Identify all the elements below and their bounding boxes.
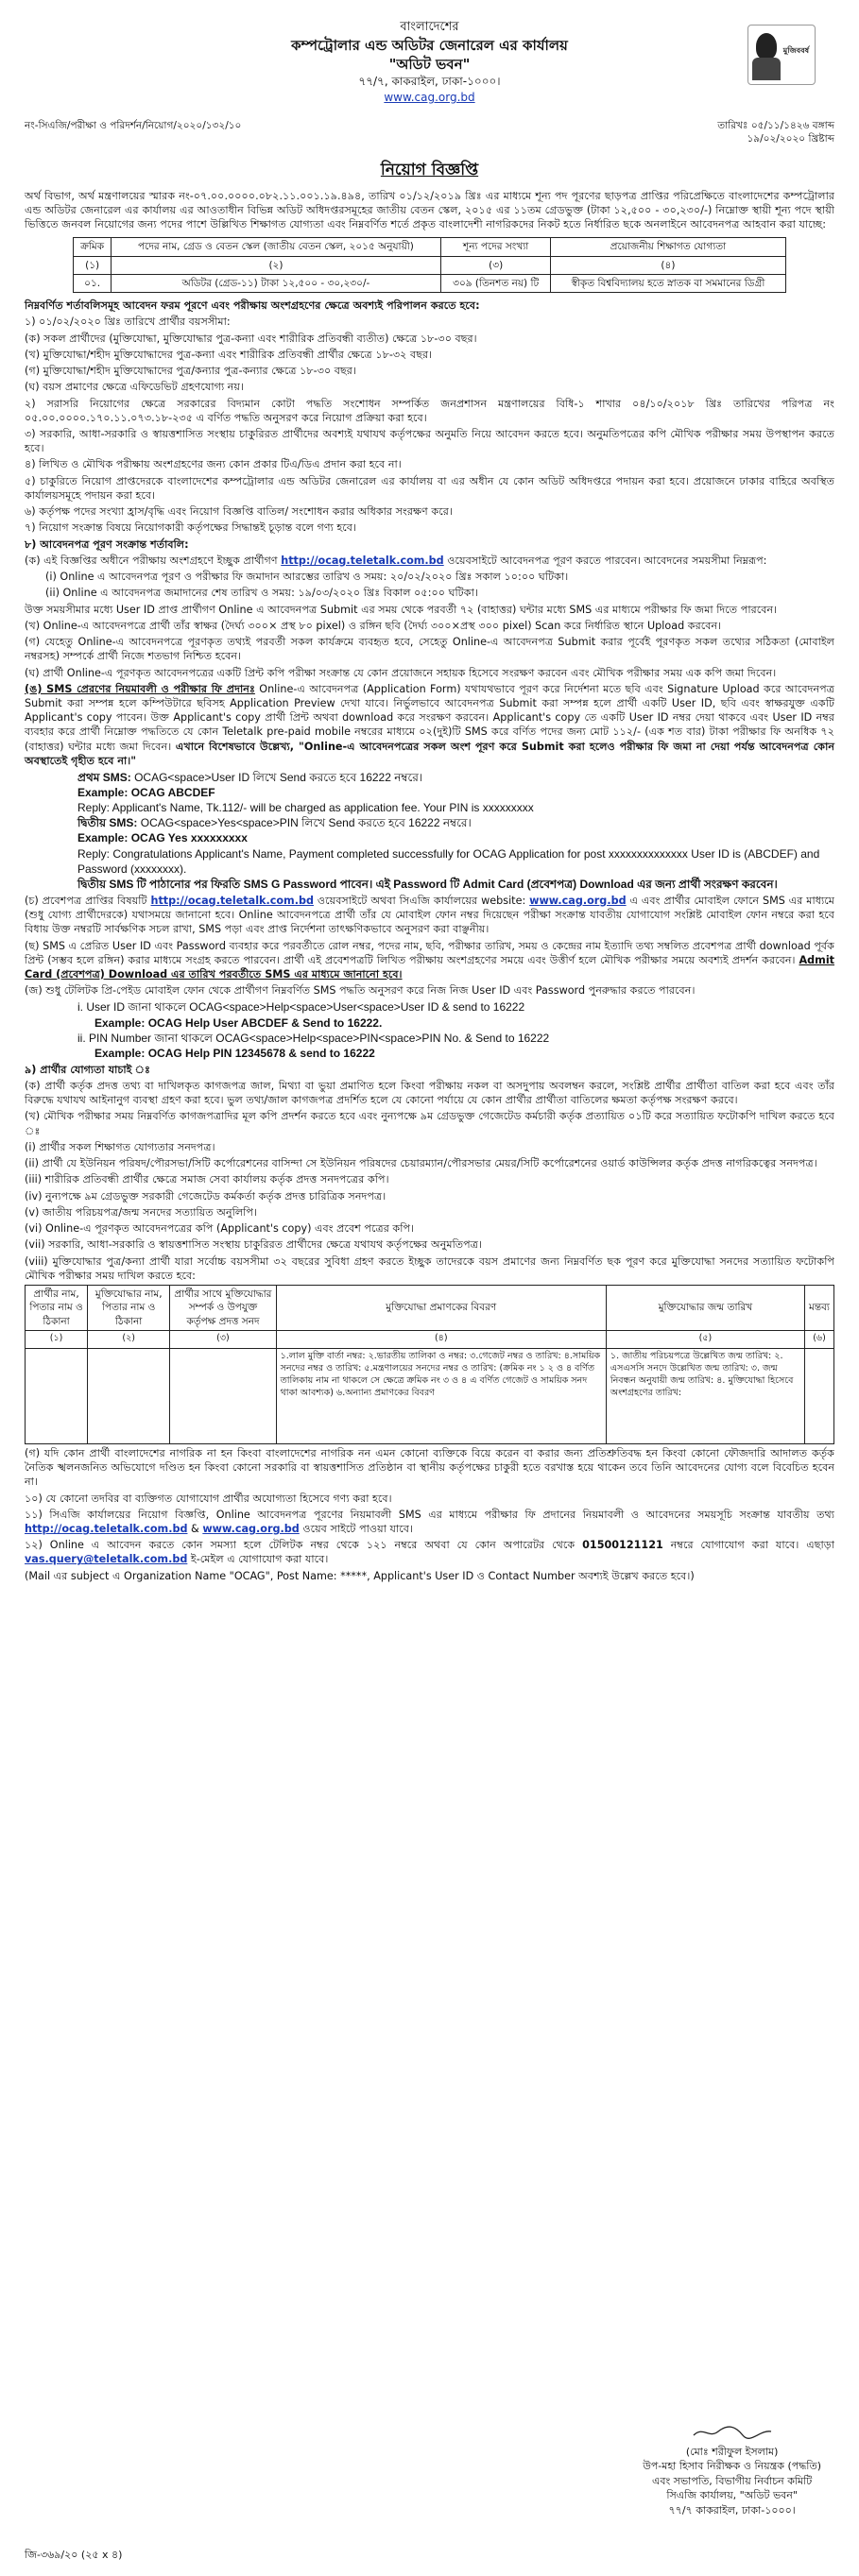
header-country: বাংলাদেশের [400, 20, 459, 34]
ff-table-empty-cell [88, 1348, 170, 1443]
document-item: (viii) মুক্তিযোদ্ধার পুত্র/কন্যা প্রার্থী যারা সর্বোচ্চ বয়সসীমা ৩২ বছরের সুবিধা গ্রহণ করতে ইচ্ছুক তাদেরকে বয়স প্রমাণের জন্য নিম্নবর্ণিত ছক পূরণ করে মুক্তিযোদ্ধা সনদের সত্যায়িত ফটোকপি মৌখিক পরীক্ষার সময় দাখিল করতে হবে: [25, 1254, 834, 1282]
second-sms [77, 815, 834, 830]
post-table-header-cell: ক্রমিক [74, 238, 111, 256]
sms-heading: (ঙ) SMS প্রেরণের নিয়মাবলী ও পরীক্ষার ফি প্রদানঃ [25, 682, 255, 695]
recovery-pin-format: PIN Number জানা থাকলে OCAG<space>Help<space>PIN<space>PIN No. & Send to 16222 [89, 1031, 550, 1045]
post-table-number-cell: (১) [74, 256, 111, 274]
helpline-mid: নম্বরে যোগাযোগ করা যাবে। এছাড়া [670, 1539, 834, 1552]
ff-table-number-cell: (১) [26, 1330, 88, 1348]
admit-card-download [25, 939, 834, 982]
header-website-link[interactable]: www.cag.org.bd [384, 90, 475, 104]
sms-examples [25, 770, 834, 892]
recovery-intro: (জ) শুধু টেলিটক প্রি-পেইড মোবাইল ফোন থেকে প্রার্থীগণ নিম্নবর্ণিত SMS পদ্ধতি অনুসরণ করে নিজ নিজ User ID এবং Password পুনরুদ্ধার করতে পারবেন। [25, 984, 696, 998]
ff-table-empty-cell [804, 1348, 833, 1443]
ff-table-header-cell: প্রার্থীর নাম, পিতার নাম ও ঠিকানা [26, 1286, 88, 1331]
apply-online-prefix: (ক) এই বিজ্ঞপ্তির অধীনে পরীক্ষায় অংশগ্রহণে ইচ্ছুক প্রার্থীগণ [25, 554, 278, 567]
rule-item: ৭) নিয়োগ সংক্রান্ত বিষয়ে নিয়োগকারী কর্তৃপক্ষের সিদ্ধান্তই চূড়ান্ত বলে গণ্য হবে। [25, 521, 356, 535]
helpline-phone[interactable]: 01500121121 [582, 1539, 663, 1552]
print-copy-note: (ঘ) প্রার্থী Online-এ পূরণকৃত আবেদনপত্রের একটি প্রিন্ট কপি পরীক্ষা সংক্রান্ত যে কোন প্রয়োজনে সহায়ক হিসেবে সংরক্ষণ করবেন এবং মৌখিক পরীক্ষার সময় এক কপি জমা দিবেন। [25, 666, 777, 679]
photo-signature-upload: (খ) Online-এ আবেদনপত্রে প্রার্থী তাঁর স্বাক্ষর (দৈর্ঘ্য ৩০০× প্রস্থ ৮০ pixel) ও রঙ্গিন ছবি (দৈর্ঘ্য ৩০০×প্রস্থ ৩০০ pixel) Scan করে নির্ধারিত স্থানে Upload করবেন। [25, 619, 722, 632]
memo-number: নং-সিএজি/পরীক্ষা ও পরিদর্শন/নিয়োগ/২০২০/১৩২/১০ [25, 120, 242, 131]
signature-scribble-icon [690, 2424, 775, 2441]
document-item: (iv) নুন্যপক্ষে ৯ম গ্রেডভুক্ত সরকারী গেজেটেড কর্মকর্তা কর্তৃক প্রদত্ত চারিত্রিক সনদপত্র। [25, 1189, 387, 1203]
teletalk-link-2[interactable]: http://ocag.teletalk.com.bd [150, 894, 314, 907]
sms-body: Online-এ আবেদনপত্র (Application Form) যথাযথভাবে পূরণ করে নির্দেশনা মতে ছবি এবং Signature Upload করে আবেদনপত্র Submit করা সম্পন্ন হলে কম্পিউটারে ছবিসহ Application Preview দেখা যাবে। নির্ভুলভাবে আবেদনপত্র Submit করা সম্পন্ন হলে প্রার্থী একটি User ID, ছবি এবং স্বাক্ষরযুক্ত একটি Applicant's copy পাবেন। উক্ত Applicant's copy প্রার্থী প্রিন্ট অথবা download করে সংরক্ষণ করবেন। Applicant's copy তে একটি User ID নম্বর দেয়া থাকবে এবং User ID নম্বর ব্যবহার করে প্রার্থী নিম্নোক্ত পদ্ধতিতে যে কোন Teletalk pre-paid mobile নম্বরের মাধ্যমে ০২(দুই)টি SMS করে বর্ণিত পদের জন্য মোট ১১২/- (এক শত বার) টাকা পরীক্ষার ফি অনধিক ৭২ (বাহাত্তর) ঘন্টার মধ্যে জমা দিবেন। [25, 682, 834, 753]
age-limit-title: ১) ০১/০২/২০২০ খ্রিঃ তারিখে প্রার্থীর বয়সসীমা: [25, 316, 231, 329]
ff-table-number-cell: (৩) [170, 1330, 276, 1348]
password-note: দ্বিতীয় SMS টি পাঠানোর পর ফিরতি SMS G Password পাবেন। এই Password টি Admit Card (প্রবেশপত্র) Download এর জন্য প্রার্থী সংরক্ষণ করবেন। [77, 877, 778, 891]
portrait-head-icon [756, 33, 777, 60]
admit-card-download-note: Admit Card (প্রবেশপত্র) Download এর তারিখ পরবর্তীতে SMS এর মাধ্যমে জানানো হবে। [25, 953, 835, 981]
document-item: (i) প্রার্থীর সকল শিক্ষাগত যোগ্যতার সনদপত্র। [25, 1140, 215, 1153]
age-limit-general: (ক) সকল প্রার্থীদের (মুক্তিযোদ্ধা, মুক্তিযোদ্ধার পুত্র-কন্যা এবং শারীরিক প্রতিবন্ধী ব্যতীত) ক্ষেত্রে ১৮-৩০ বছর। [25, 332, 477, 345]
date-english: ১৯/০২/২০২০ খ্রিষ্টাব্দ [747, 133, 834, 145]
document-item: (iii) শারীরিক প্রতিবন্ধী প্রার্থীর ক্ষেত্রে সমাজ সেবা কার্যালয় কর্তৃক প্রদত্ত সনদপত্রের কপি। [25, 1173, 389, 1186]
post-table-row [74, 274, 785, 292]
post-table [73, 237, 785, 293]
recovery-item-number: i. [77, 1000, 83, 1015]
ff-table-number-cell: (৫) [606, 1330, 804, 1348]
post-table-numbers [74, 256, 785, 274]
post-table-header-cell: প্রয়োজনীয় শিক্ষাগত যোগ্যতা [551, 238, 785, 256]
ff-table-body-row [26, 1348, 834, 1443]
cag-website-link[interactable]: www.cag.org.bd [529, 894, 627, 907]
cag-website-link-2[interactable]: www.cag.org.bd [202, 1523, 300, 1535]
first-sms-format: OCAG<space>User ID লিখে Send করতে হবে 16222 নম্বরে। [134, 771, 423, 785]
intro-paragraph: অর্থ বিভাগ, অর্থ মন্ত্রণালয়ের স্মারক নং-০৭.০০.০০০০.০৮২.১১.০০১.১৯.৪৯৪, তারিখ ০১/১২/২০১৯ খ্রিঃ এর মাধ্যমে শূন্য পদ পূরণের ছাড়পত্র প্রাপ্তির পরিপ্রেক্ষিতে বাংলাদেশের কম্পট্রোলার এন্ড অডিটর জেনারেল এর কার্যালয় এর আওতাধীন বিভিন্ন অডিট অধিদপ্তরসমূহের জাতীয় বেতন স্কেল, ২০১৫ এর ১১তম গ্রেডভুক্ত (টাকা ১২,৫০০ - ৩০,২৩০/-) নিম্নোক্ত স্থায়ী শূন্য পদে স্থায়ী ভিত্তিতে জনবল নিয়োগের জন্য পদের পাশে উল্লিখিত শিক্ষাগত যোগ্যতা এবং নিম্নবর্ণিত শর্তে প্রকৃত বাংলাদেশী নাগরিকদের নিকট হতে নির্ধারিত ছকে অনলাইনে আবেদনপত্র আহবান করা যাচ্ছে: [25, 189, 834, 231]
recovery-user-id-format: User ID জানা থাকলে OCAG<space>Help<space>User<space>User ID & send to 16222 [86, 1000, 525, 1015]
admit-card-info [25, 894, 834, 937]
admit-card-download-text: (ছ) SMS এ প্রেরিত User ID এবং Password ব্যবহার করে পরবর্তীতে রোল নম্বর, পদের নাম, ছবি, পরীক্ষার তারিখ, সময় ও কেন্দ্রের নাম ইত্যাদি তথ্য সম্বলিত প্রবেশপত্র প্রার্থী download পূর্বক প্রিন্ট (সম্ভব হলে রঙ্গিন) করার মাধ্যমে সংগ্রহ করতে পারবেন। প্রার্থী এই প্রবেশপত্রটি লিখিত পরীক্ষায় অংশগ্রহণের সময়ে এবং উত্তীর্ণ হলে মৌখিক পরীক্ষার সময়ে অবশ্যই প্রদর্শন করবেন। [25, 939, 834, 966]
post-serial: ০১. [74, 274, 111, 292]
ff-table-number-cell: (৪) [276, 1330, 606, 1348]
fraud-clause: (ক) প্রার্থী কর্তৃক প্রদত্ত তথ্য বা দাখিলকৃত কাগজপত্র জাল, মিথ্যা বা ভুয়া প্রমাণিত হলে কিংবা পরীক্ষায় নকল বা অসদুপায় অবলম্বন করলে, সংশ্লিষ্ট প্রার্থীর প্রার্থীতা বাতিল করা হবে এবং তাঁর বিরুদ্ধে যথাযথ আইনানুগ ব্যবস্থা গ্রহণ করা হবে। ভুল তথ্য/জাল কাগজপত্র প্রদর্শিত হলে যে কোনো পর্যায়ে যে কোন প্রার্থীর প্রার্থীতা বাতিলের ক্ষমতা কর্তৃপক্ষ সংরক্ষণ করবে। [25, 1079, 834, 1107]
helpline-prefix: ১২) Online এ আবেদন করতে কোন সমস্যা হলে টেলিটক নম্বর থেকে ১২১ নম্বরে অথবা যে কোন অপারেটর থেকে [25, 1539, 576, 1552]
mujib-borsho-logo [747, 25, 816, 85]
recovery-user-id-example: Example: OCAG Help User ABCDEF & Send to 16222. [94, 1015, 383, 1030]
data-accuracy-note: (গ) যেহেতু Online-এ আবেদনপত্রে পূরণকৃত তথ্যই পরবর্তী সকল কার্যক্রমে ব্যবহৃত হবে, সেহেতু Online-এ আবেদনপত্র Submit করার পূর্বেই পূরণকৃত সকল তথ্যের সঠিকতা (মোবাইল নম্বরসহ) সম্পর্কে প্রার্থী নিজে শতভাগ নিশ্চিত হবেন। [25, 636, 834, 663]
ff-proof-details: ১.লাল মুক্তি বার্তা নম্বর: ২.ভারতীয় তালিকা ও নম্বর: ৩.গেজেট নম্বর ও তারিখ: ৪.সাময়িক সনদের নম্বর ও তারিখ: ৫.মন্ত্রণালয়ের সনদের নম্বর ও তারিখ: (ক্রমিক নং ১ ২ ও ৪ বর্ণিত তালিকায় নাম না থাকলে সে ক্ষেত্রে ক্রমিক নং ৩ ও ৪ এ বর্ণিত গেজেট ও সাময়িক সনদ থাকা আবশ্যক) ৬.অন্যান্য প্রমাণকের বিবরণ [276, 1348, 606, 1443]
recovery-pin-example: Example: OCAG Help PIN 12345678 & send to 16222 [94, 1046, 375, 1060]
post-table-header-cell: পদের নাম, গ্রেড ও বেতন স্কেল (জাতীয় বেতন স্কেল, ২০১৫ অনুযায়ী) [111, 238, 440, 256]
info-sources-amp: & [191, 1523, 199, 1535]
header-building: "অডিট ভবন" [388, 56, 471, 74]
apply-online-paragraph [25, 554, 834, 568]
apply-end-date: (ii) Online এ আবেদনপত্র জমাদানের শেষ তারিখ ও সময়: ১৯/০৩/২০২০ খ্রিঃ বিকাল ০৫:০০ ঘটিকা। [45, 587, 478, 600]
letterhead [25, 19, 834, 113]
header-office: কম্পট্রোলার এন্ড অডিটর জেনারেল এর কার্যালয় [291, 36, 568, 54]
circular-title: নিয়োগ বিজ্ঞপ্তি [380, 160, 479, 179]
post-count: ৩০৯ (তিনশত নয়) টি [441, 274, 551, 292]
apply-online-suffix: ওয়েবসাইটে আবেদনপত্র পূরণ করতে পারবেন। আবেদনের সময়সীমা নিম্নরূপ: [447, 554, 767, 567]
post-table-number-cell: (৪) [551, 256, 785, 274]
second-sms-reply: Reply: Congratulations Applicant's Name, Payment completed successfully for OCAG Application for post xxxxxxxxxxxxxx User ID is (ABCDEF) and Password (xxxxxxxx). [77, 846, 820, 876]
signatory-designation: উপ-মহা হিসাব নিরীক্ষক ও নিয়ন্ত্রক (পদ্ধতি) [643, 2460, 821, 2473]
age-limit-grandchildren: (গ) মুক্তিযোদ্ধা/শহীদ মুক্তিযোদ্ধাদের পুত্র/কন্যার পুত্র-কন্যার ক্ষেত্রে ১৮-৩০ বছর। [25, 365, 356, 378]
admit-card-prefix: (চ) প্রবেশপত্র প্রাপ্তির বিষয়টি [25, 894, 147, 907]
rule-item: ৪) লিখিত ও মৌখিক পরীক্ষায় অংশগ্রহণের জন্য কোন প্রকার টিএ/ডিএ প্রদান করা হবে না। [25, 458, 402, 471]
apply-start-date: (i) Online এ আবেদনপত্র পূরণ ও পরীক্ষার ফি জমাদান আরম্ভের তারিখ ও সময়: ২০/০২/২০২০ খ্রিঃ সকাল ১০:০০ ঘটিকা। [45, 571, 569, 584]
helpline-suffix: ই-মেইল এ যোগাযোগ করা যাবে। [190, 1553, 329, 1566]
date-block [717, 119, 834, 146]
document-item: (vii) সরকারি, আধা-সরকারি ও স্বায়ত্তশাসিত সংস্থায় চাকুরিরত প্রার্থীদের ক্ষেত্রে যথাযথ কর্তৃপক্ষের অনুমতিপত্র। [25, 1238, 482, 1252]
documents-intro: (খ) মৌখিক পরীক্ষার সময় নিম্নবর্ণিত কাগজপত্রাদির মূল কপি প্রদর্শন করতে হবে এবং নুন্যপক্ষে ৯ম গ্রেডভুক্ত গেজেটেড কর্মচারী কর্তৃক প্রত্যায়িত ০১টি করে সত্যায়িত ফটোকপি দাখিল করতে হবে ঃ [25, 1110, 834, 1137]
rule-item: ২) সরাসরি নিয়োগের ক্ষেত্রে সরকারের বিদ্যমান কোটা পদ্ধতি সংশোধন সম্পর্কিত জনপ্রশাসন মন্ত্রণালয়ের বিধি-১ শাখার ০৪/১০/২০১৮ খ্রিঃ তারিখের পরিপত্র নং ০৫.০০.০০০০.১৭০.১১.০৭৩.১৮-২৩৫ এ বর্ণিত পদ্ধতি অনুসরণ করে নিয়োগ প্রক্রিয়া করা হবে। [25, 397, 834, 424]
info-sources-suffix: ওয়েব সাইটে পাওয়া যাবে। [302, 1523, 413, 1535]
signatory-name: (মোঃ শরীফুল ইসলাম) [685, 2446, 779, 2459]
document-item: (v) জাতীয় পরিচয়পত্র/জন্ম সনদের সত্যায়িত অনুলিপি। [25, 1205, 257, 1219]
ff-table-header [26, 1286, 834, 1331]
second-sms-example: Example: OCAG Yes xxxxxxxxx [77, 831, 248, 845]
lobbying-clause: ১০) যে কোনো তদবির বা ব্যক্তিগত যোগাযোগ প্রার্থীর অযোগ্যতা হিসেবে গণ্য করা হবে। [25, 1492, 392, 1505]
post-table-header-cell: শূন্য পদের সংখ্যা [441, 238, 551, 256]
first-sms [77, 770, 834, 785]
info-sources-paragraph [25, 1508, 834, 1536]
post-table-header [74, 238, 785, 256]
ff-table-header-cell: মুক্তিযোদ্ধার নাম, পিতার নাম ও ঠিকানা [88, 1286, 170, 1331]
rule-item: ৮) আবেদনপত্র পূরণ সংক্রান্ত শর্তাবলি: [25, 537, 189, 551]
mail-subject-note: (Mail এর subject এ Organization Name "OCAG", Post Name: *****, Applicant's User ID ও Contact Number অবশ্যই উল্লেখ করতে হবে।) [25, 1569, 695, 1582]
age-limit-freedom-fighter: (খ) মুক্তিযোদ্ধা/শহীদ মুক্তিযোদ্ধাদের পুত্র-কন্যা এবং শারীরিক প্রতিবন্ধী প্রার্থীর ক্ষেত্রে ১৮-৩২ বছর। [25, 348, 433, 361]
document-item: (vi) Online-এ পূরণকৃত আবেদনপত্রের কপি (Applicant's copy) এবং প্রবেশ পত্রের কপি। [25, 1222, 415, 1236]
ff-table-empty-cell [170, 1348, 276, 1443]
recovery-item-number: ii. [77, 1031, 86, 1045]
sms-instructions [25, 682, 834, 768]
ff-table-empty-cell [26, 1348, 88, 1443]
post-table-number-cell: (২) [111, 256, 440, 274]
recovery-user-id [77, 999, 834, 1015]
reference-line [25, 119, 834, 146]
first-sms-reply: Reply: Applicant's Name, Tk.112/- will be charged as application fee. Your PIN is xxxxxxxxx [77, 801, 534, 815]
admit-card-mid: ওয়েবসাইটে অথবা সিএজি কার্যালয়ের website: [317, 894, 526, 907]
print-code: জি-৩৬৯/২০ (২৫ x ৪) [25, 2549, 123, 2562]
second-sms-format: OCAG<space>Yes<space>PIN লিখে Send করতে হবে 16222 নম্বরে। [140, 816, 472, 830]
second-sms-label: দ্বিতীয় SMS: [77, 816, 138, 830]
age-affidavit-note: (ঘ) বয়স প্রমাণের ক্ষেত্রে এফিডেভিট গ্রহণযোগ্য নয়। [25, 381, 245, 394]
signatory-role: এবং সভাপতি, বিভাগীয় নির্বাচন কমিটি [651, 2474, 813, 2487]
info-sources-prefix: ১১) সিএজি কার্যালয়ের নিয়োগ বিজ্ঞপ্তি, Online আবেদনপত্র পূরণের নিয়মাবলী SMS এর মাধ্যমে পরীক্ষার ফি প্রদানের নিয়মাবলী ও আবেদনের সময়সূচি সংক্রান্ত যাবতীয় তথ্য [25, 1508, 834, 1521]
conditions-heading: নিম্নবর্ণিত শর্তাবলিসমূহ আবেদন ফরম পূরণে এবং পরীক্ষায় অংশগ্রহণের ক্ষেত্রে অবশ্যই পরিপালন করতে হবে: [25, 299, 480, 313]
post-name: অডিটর (গ্রেড-১১) টাকা ১২,৫০০ - ৩০,২৩০/- [111, 274, 440, 292]
ff-table-numbers [26, 1330, 834, 1348]
helpline-paragraph [25, 1538, 834, 1566]
signatory-office: সিএজি কার্যালয়, "অডিট ভবন" [666, 2489, 798, 2502]
document-item: (ii) প্রার্থী যে ইউনিয়ন পরিষদ/পৌরসভা/সিটি কর্পোরেশনের বাসিন্দা সে ইউনিয়ন পরিষদের চেয়ারম্যান/পৌরসভার মেয়র/সিটি কর্পোরেশনের ওয়ার্ড কাউন্সিলর কর্তৃক প্রদত্ত নাগরিকত্বের সনদপত্র। [25, 1157, 817, 1170]
signatory-address: ৭৭/৭ কাকরাইল, ঢাকা-১০০০। [668, 2503, 796, 2516]
user-id-fee-note: উক্ত সময়সীমার মধ্যে User ID প্রাপ্ত প্রার্থীগণ Online এ আবেদনপত্র Submit এর সময় থেকে পরবর্তী ৭২ (বাহাত্তর) ঘন্টার মধ্যে SMS এর মাধ্যমে পরীক্ষার ফি জমা দিতে পারবেন। [25, 603, 778, 616]
rule-item: ৩) সরকারি, আধা-সরকারি ও স্বায়ত্তশাসিত সংস্থায় চাকুরিরত প্রার্থীদের অবশ্যই যথাযথ কর্তৃপক্ষের অনুমতি নিয়ে আবেদন করতে হবে। অনুমতিপত্রের কপি মৌখিক পরীক্ষার সময় উপস্থাপন করতে হবে। [25, 428, 834, 455]
recovery-instructions [25, 999, 834, 1060]
ff-table-number-cell: (৬) [804, 1330, 833, 1348]
rule-item: ৬) কর্তৃপক্ষ পদের সংখ্যা হ্রাস/বৃদ্ধি এবং নিয়োগ বিজ্ঞপ্তি বাতিল/ সংশোধন করার অধিকার সংরক্ষণ করে। [25, 505, 453, 519]
ff-table-number-cell: (২) [88, 1330, 170, 1348]
logo-text: মুজিববর্ষ [782, 46, 809, 55]
first-sms-label: প্রথম SMS: [77, 771, 131, 785]
rule-item: ৫) চাকুরিতে নিয়োগ প্রাপ্তদেরকে বাংলাদেশের কম্পট্রোলার এন্ড অডিটর জেনারেল এর কার্যালয় বা এর অধীন যে কোন অডিট অধিদপ্তরে পদায়ন করা হবে। প্রয়োজনে ঢাকার বাহিরে অবস্থিত কার্যালয়সমূহে পদায়ন করা হবে। [25, 474, 834, 502]
signature-block [643, 2424, 821, 2517]
ff-table-header-cell: মুক্তিযোদ্ধার জন্ম তারিখ [606, 1286, 804, 1331]
ff-table-header-cell: মন্তব্য [804, 1286, 833, 1331]
ff-table-header-cell: মুক্তিযোদ্ধা প্রমাণকের বিবরণ [276, 1286, 606, 1331]
date-label: তারিখঃ [717, 120, 748, 131]
recovery-pin [77, 1031, 834, 1046]
post-qualification: স্বীকৃত বিশ্ববিদ্যালয় হতে স্নাতক বা সমমানের ডিগ্রী [551, 274, 785, 292]
eligibility-heading: ৯) প্রার্থীর যোগ্যতা যাচাই ঃ [25, 1063, 151, 1076]
ff-birth-dates: ১. জাতীয় পরিচয়পত্রে উল্লেখিত জন্ম তারিখ: ২. এসএসসি সনদে উল্লেখিত জন্ম তারিখ: ৩. জন্ম নিবন্ধন অনুযায়ী জন্ম তারিখ: ৪. মুক্তিযোদ্ধা হিসেবে অংশগ্রহণের তারিখ: [606, 1348, 804, 1443]
freedom-fighter-table [25, 1285, 834, 1444]
date-bangla: ০৫/১১/১৪২৬ বঙ্গাব্দ [750, 120, 834, 131]
sms-warning: এখানে বিশেষভাবে উল্লেখ্য, "Online-এ আবেদনপত্রের সকল অংশ পূরণ করে Submit করা হলেও পরীক্ষার ফি জমা না দেয়া পর্যন্ত আবেদনপত্র কোন অবস্থাতেই গৃহীত হবে না।" [25, 740, 835, 767]
teletalk-link-3[interactable]: http://ocag.teletalk.com.bd [25, 1523, 188, 1535]
portrait-body-icon [752, 58, 781, 80]
support-email-link[interactable]: vas.query@teletalk.com.bd [25, 1553, 188, 1566]
ff-table-header-cell: প্রার্থীর সাথে মুক্তিযোদ্ধার সম্পর্ক ও উপযুক্ত কর্তৃপক্ষ প্রদত্ত সনদ [170, 1286, 276, 1331]
admit-card-suffix: এ এবং প্রার্থীর মোবাইল ফোনে SMS এর মাধ্যমে (শুধু যোগ্য প্রার্থীদেরকে) যথাসময়ে জানানো হবে। Online আবেদনপত্রে প্রার্থী তাঁর যে মোবাইল ফোন নম্বর দিয়েছেন পরীক্ষা সংক্রান্ত যাবতীয় যোগাযোগ সংশ্লিষ্ট মোবাইল ফোন নম্বরে করা হবে বিধায় উক্ত নম্বরটি সার্বক্ষণিক সচল রাখা, SMS পড়া এবং প্রাপ্ত নির্দেশনা তাৎক্ষণিকভাবে অনুসরণ করা বাঞ্ছনীয়। [25, 894, 834, 936]
disqualification-clause: (গ) যদি কোন প্রার্থী বাংলাদেশের নাগরিক না হন কিংবা বাংলাদেশের নাগরিক নন এমন কোনো ব্যক্তিকে বিয়ে করেন বা করার জন্য প্রতিশ্রুতিবদ্ধ হন কিংবা কোনো ফৌজদারি আদালত কর্তৃক নৈতিক স্খলনজনিত অভিযোগে দণ্ডিত হন কিংবা কোনো সরকারি বা স্বায়ত্তশাসিত প্রতিষ্ঠান বা স্থানীয় কর্তৃপক্ষের চাকুরী হতে বরখাস্ত হয়ে থাকেন তবে তিনি আবেদনের যোগ্য বলে বিবেচিত হবেন না। [25, 1446, 834, 1489]
header-address: ৭৭/৭, কাকরাইল, ঢাকা-১০০০। [358, 75, 501, 89]
first-sms-example: Example: OCAG ABCDEF [77, 786, 215, 800]
teletalk-link[interactable]: http://ocag.teletalk.com.bd [281, 554, 444, 567]
post-table-number-cell: (৩) [441, 256, 551, 274]
